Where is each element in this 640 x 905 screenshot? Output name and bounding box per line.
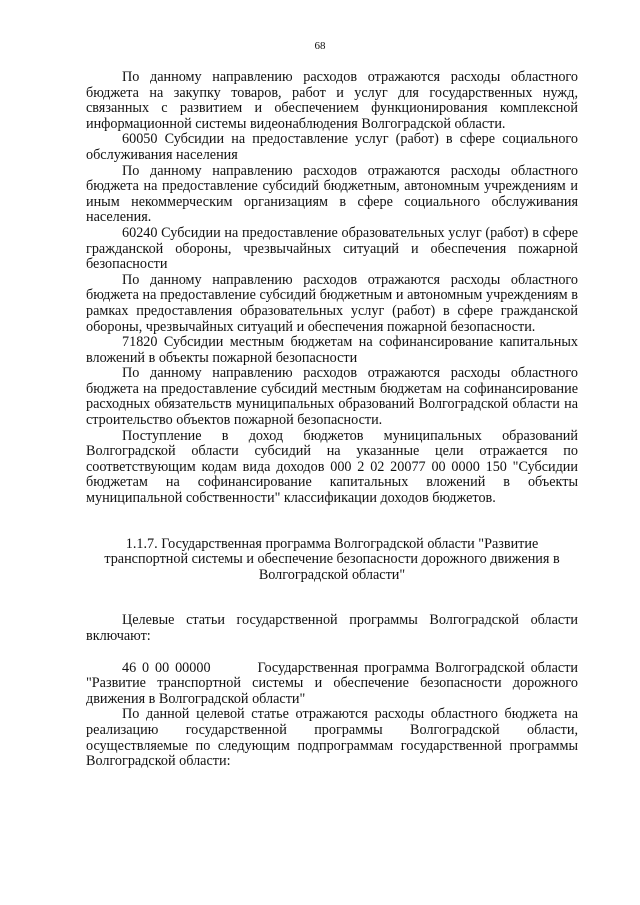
spacer — [86, 583, 578, 613]
paragraph: Целевые статьи государственной программы Волгоградской области включают: — [86, 612, 578, 644]
expense-item-60240: 60240 Субсидии на предоставление образовательных услуг (работ) в сфере гражданской обороны, чрезвычайных ситуаций и обеспечения пожарной безопасности — [86, 224, 578, 273]
expense-item-60050: 60050 Субсидии на предоставление услуг (работ) в сфере социального обслуживания населения — [86, 131, 578, 163]
paragraph: По данной целевой статье отражаются расходы областного бюджета на реализацию государственной программы Волгоградской области, осуществляемые по следующим подпрограммам государственной программы Волгоградской области: — [86, 706, 578, 770]
target-article-46: 46 0 00 00000 Государственная программа Волгоградской области "Развитие транспортной системы и обеспечение безопасности дорожного движения в Волгоградской области" — [86, 659, 582, 707]
paragraph: По данному направлению расходов отражаются расходы областного бюджета на предоставление субсидий бюджетным и автономным учреждениям в рамках предоставления образовательных услуг (работ) в сфере гражданской обороны, чрезвычайных ситуаций и обеспечения пожарной безопасности. — [86, 271, 578, 335]
expense-item-71820: 71820 Субсидии местным бюджетам на софинансирование капитальных вложений в объекты пожарной безопасности — [86, 334, 578, 366]
paragraph: Поступление в доход бюджетов муниципальных образований Волгоградской области субсидий на указанные цели отражается по соответствующим кодам вида доходов 000 2 02 20077 00 0000 150 "Субсидии бюджетам на софинансирование капитальных вложений в объекты муниципальной собственности" классификации доходов бюджетов. — [86, 427, 578, 507]
section-heading: 1.1.7. Государственная программа Волгоградской области "Развитие транспортной системы и обеспечение безопасности дорожного движения в Волгоградской области" — [104, 535, 560, 583]
spacer — [86, 645, 578, 661]
paragraph: По данному направлению расходов отражаются расходы областного бюджета на предоставление субсидий местным бюджетам на софинансирование расходных обязательств муниципальных образований Волгоградской области на строительство объектов пожарной безопасности. — [86, 365, 578, 429]
paragraph: По данному направлению расходов отражаются расходы областного бюджета на закупку товаров, работ и услуг для государственных нужд, связанных с развитием и обеспечением функционирования комплексной информационной системы видеонаблюдения Волгоградской области. — [86, 69, 578, 132]
spacer — [86, 507, 578, 537]
paragraph: По данному направлению расходов отражаются расходы областного бюджета на предоставление субсидий бюджетным, автономным учреждениям и иным некоммерческим организациям в сфере социального обслуживания населения. — [86, 162, 578, 226]
page-number: 68 — [314, 40, 326, 52]
document-body — [86, 69, 582, 770]
